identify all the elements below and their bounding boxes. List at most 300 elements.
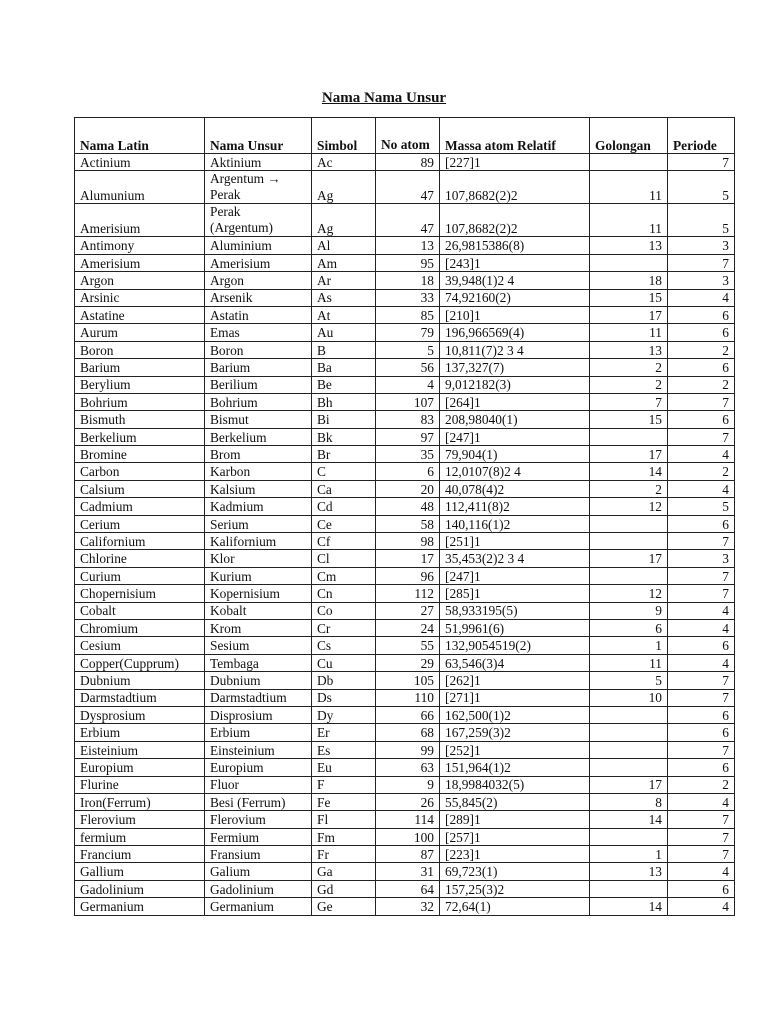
- cell-simbol: Ac: [312, 154, 376, 171]
- cell-no-atom: 107: [376, 393, 440, 410]
- cell-no-atom: 96: [376, 567, 440, 584]
- cell-golongan: 9: [590, 602, 668, 619]
- cell-simbol: Ce: [312, 515, 376, 532]
- cell-massa-atom: 63,546(3)4: [440, 654, 590, 671]
- cell-periode: 7: [668, 533, 735, 550]
- cell-periode: 7: [668, 585, 735, 602]
- cell-massa-atom: [247]1: [440, 567, 590, 584]
- cell-simbol: Ba: [312, 359, 376, 376]
- cell-periode: 6: [668, 359, 735, 376]
- cell-golongan: 11: [590, 204, 668, 237]
- cell-periode: 7: [668, 828, 735, 845]
- cell-massa-atom: 51,9961(6): [440, 619, 590, 636]
- cell-no-atom: 95: [376, 254, 440, 271]
- cell-nama-unsur: Argon: [205, 272, 312, 289]
- cell-simbol: Br: [312, 446, 376, 463]
- cell-nama-unsur: Kalsium: [205, 480, 312, 497]
- cell-golongan: [590, 254, 668, 271]
- cell-simbol: Be: [312, 376, 376, 393]
- cell-nama-latin: Eisteinium: [75, 741, 205, 758]
- cell-no-atom: 100: [376, 828, 440, 845]
- cell-nama-latin: Cadmium: [75, 498, 205, 515]
- cell-nama-unsur: Bohrium: [205, 393, 312, 410]
- table-row: [75, 272, 735, 289]
- cell-massa-atom: 137,327(7): [440, 359, 590, 376]
- cell-massa-atom: [264]1: [440, 393, 590, 410]
- cell-golongan: [590, 154, 668, 171]
- cell-periode: 2: [668, 376, 735, 393]
- cell-nama-latin: Bromine: [75, 446, 205, 463]
- cell-periode: 4: [668, 863, 735, 880]
- cell-nama-unsur: Berkelium: [205, 428, 312, 445]
- cell-simbol: Au: [312, 324, 376, 341]
- cell-massa-atom: 107,8682(2)2: [440, 204, 590, 237]
- table-row: [75, 689, 735, 706]
- table-row: [75, 289, 735, 306]
- table-row: [75, 411, 735, 428]
- table-row: [75, 498, 735, 515]
- table-row: [75, 846, 735, 863]
- table-row: [75, 567, 735, 584]
- cell-massa-atom: 132,9054519(2): [440, 637, 590, 654]
- cell-massa-atom: 39,948(1)2 4: [440, 272, 590, 289]
- table-row: [75, 654, 735, 671]
- cell-periode: 6: [668, 724, 735, 741]
- cell-golongan: 17: [590, 776, 668, 793]
- cell-simbol: F: [312, 776, 376, 793]
- cell-no-atom: 56: [376, 359, 440, 376]
- cell-nama-latin: fermium: [75, 828, 205, 845]
- cell-massa-atom: 196,966569(4): [440, 324, 590, 341]
- cell-simbol: B: [312, 341, 376, 358]
- cell-nama-unsur: Berilium: [205, 376, 312, 393]
- table-row: [75, 793, 735, 810]
- cell-simbol: Ga: [312, 863, 376, 880]
- cell-golongan: [590, 428, 668, 445]
- cell-periode: 4: [668, 654, 735, 671]
- cell-simbol: Bh: [312, 393, 376, 410]
- cell-golongan: 13: [590, 341, 668, 358]
- cell-nama-latin: Carbon: [75, 463, 205, 480]
- cell-golongan: 17: [590, 550, 668, 567]
- cell-massa-atom: [227]1: [440, 154, 590, 171]
- cell-simbol: Cs: [312, 637, 376, 654]
- table-row: [75, 619, 735, 636]
- cell-nama-latin: Bismuth: [75, 411, 205, 428]
- cell-no-atom: 112: [376, 585, 440, 602]
- cell-nama-latin: Iron(Ferrum): [75, 793, 205, 810]
- cell-golongan: 14: [590, 898, 668, 915]
- cell-no-atom: 27: [376, 602, 440, 619]
- cell-periode: 6: [668, 515, 735, 532]
- table-row: [75, 706, 735, 723]
- cell-simbol: As: [312, 289, 376, 306]
- table-row: [75, 446, 735, 463]
- cell-periode: 5: [668, 498, 735, 515]
- cell-nama-unsur: Arsenik: [205, 289, 312, 306]
- cell-simbol: Fm: [312, 828, 376, 845]
- cell-nama-latin: Boron: [75, 341, 205, 358]
- cell-periode: 4: [668, 619, 735, 636]
- cell-nama-latin: Berkelium: [75, 428, 205, 445]
- cell-nama-unsur: Disprosium: [205, 706, 312, 723]
- cell-periode: 3: [668, 237, 735, 254]
- cell-periode: 3: [668, 272, 735, 289]
- cell-golongan: [590, 828, 668, 845]
- table-row: [75, 585, 735, 602]
- cell-simbol: Eu: [312, 759, 376, 776]
- cell-nama-unsur: Europium: [205, 759, 312, 776]
- cell-nama-unsur: Brom: [205, 446, 312, 463]
- cell-massa-atom: 72,64(1): [440, 898, 590, 915]
- table-body: [75, 154, 735, 916]
- cell-massa-atom: 112,411(8)2: [440, 498, 590, 515]
- cell-nama-latin: Alumunium: [75, 171, 205, 204]
- cell-massa-atom: 18,9984032(5): [440, 776, 590, 793]
- cell-periode: 7: [668, 567, 735, 584]
- cell-no-atom: 85: [376, 306, 440, 323]
- cell-golongan: 11: [590, 324, 668, 341]
- table-row: [75, 880, 735, 897]
- cell-periode: 4: [668, 898, 735, 915]
- cell-nama-unsur: Galium: [205, 863, 312, 880]
- cell-nama-latin: Flurine: [75, 776, 205, 793]
- table-row: [75, 204, 735, 237]
- cell-simbol: Fl: [312, 811, 376, 828]
- cell-nama-latin: Cobalt: [75, 602, 205, 619]
- cell-nama-unsur: Einsteinium: [205, 741, 312, 758]
- cell-simbol: Dy: [312, 706, 376, 723]
- cell-simbol: Cf: [312, 533, 376, 550]
- cell-nama-unsur: Fransium: [205, 846, 312, 863]
- table-row: [75, 811, 735, 828]
- cell-simbol: Cm: [312, 567, 376, 584]
- cell-golongan: 6: [590, 619, 668, 636]
- cell-no-atom: 83: [376, 411, 440, 428]
- table-row: [75, 306, 735, 323]
- cell-nama-latin: Dubnium: [75, 672, 205, 689]
- cell-no-atom: 87: [376, 846, 440, 863]
- cell-massa-atom: 74,92160(2): [440, 289, 590, 306]
- cell-simbol: Ds: [312, 689, 376, 706]
- elements-table: [74, 117, 735, 916]
- cell-massa-atom: 208,98040(1): [440, 411, 590, 428]
- cell-nama-unsur: Fluor: [205, 776, 312, 793]
- cell-simbol: Db: [312, 672, 376, 689]
- table-row: [75, 393, 735, 410]
- cell-massa-atom: 55,845(2): [440, 793, 590, 810]
- cell-nama-latin: Curium: [75, 567, 205, 584]
- cell-no-atom: 66: [376, 706, 440, 723]
- table-row: [75, 376, 735, 393]
- cell-simbol: Ge: [312, 898, 376, 915]
- cell-golongan: [590, 706, 668, 723]
- cell-nama-latin: Copper(Cupprum): [75, 654, 205, 671]
- cell-golongan: 10: [590, 689, 668, 706]
- table-row: [75, 341, 735, 358]
- cell-massa-atom: [223]1: [440, 846, 590, 863]
- cell-no-atom: 29: [376, 654, 440, 671]
- cell-no-atom: 89: [376, 154, 440, 171]
- cell-nama-unsur: Astatin: [205, 306, 312, 323]
- cell-golongan: 1: [590, 846, 668, 863]
- cell-nama-latin: Dysprosium: [75, 706, 205, 723]
- cell-golongan: 2: [590, 376, 668, 393]
- cell-nama-latin: Germanium: [75, 898, 205, 915]
- cell-golongan: [590, 880, 668, 897]
- cell-nama-latin: Amerisium: [75, 254, 205, 271]
- cell-simbol: Ag: [312, 204, 376, 237]
- cell-simbol: Er: [312, 724, 376, 741]
- cell-nama-unsur: Erbium: [205, 724, 312, 741]
- cell-no-atom: 114: [376, 811, 440, 828]
- cell-golongan: 14: [590, 811, 668, 828]
- cell-nama-latin: Astatine: [75, 306, 205, 323]
- table-row: [75, 533, 735, 550]
- cell-no-atom: 63: [376, 759, 440, 776]
- table-row: [75, 237, 735, 254]
- cell-periode: 4: [668, 480, 735, 497]
- cell-golongan: 17: [590, 306, 668, 323]
- cell-nama-unsur: Besi (Ferrum): [205, 793, 312, 810]
- page-title: Nama Nama Unsur: [321, 90, 447, 106]
- cell-periode: 7: [668, 154, 735, 171]
- cell-golongan: 2: [590, 359, 668, 376]
- cell-nama-latin: Gallium: [75, 863, 205, 880]
- cell-massa-atom: [252]1: [440, 741, 590, 758]
- cell-simbol: Cn: [312, 585, 376, 602]
- cell-golongan: 15: [590, 289, 668, 306]
- cell-golongan: 1: [590, 637, 668, 654]
- cell-periode: 7: [668, 846, 735, 863]
- cell-no-atom: 33: [376, 289, 440, 306]
- cell-massa-atom: 58,933195(5): [440, 602, 590, 619]
- cell-golongan: [590, 724, 668, 741]
- table-row: [75, 637, 735, 654]
- cell-nama-unsur: Tembaga: [205, 654, 312, 671]
- cell-nama-unsur: Bismut: [205, 411, 312, 428]
- cell-nama-latin: Cesium: [75, 637, 205, 654]
- cell-no-atom: 5: [376, 341, 440, 358]
- cell-massa-atom: 10,811(7)2 3 4: [440, 341, 590, 358]
- cell-simbol: Cr: [312, 619, 376, 636]
- cell-no-atom: 58: [376, 515, 440, 532]
- cell-nama-unsur: Emas: [205, 324, 312, 341]
- cell-simbol: Gd: [312, 880, 376, 897]
- cell-periode: 5: [668, 204, 735, 237]
- cell-no-atom: 17: [376, 550, 440, 567]
- column-header-nama-unsur: Nama Unsur: [205, 118, 312, 154]
- table-row: [75, 550, 735, 567]
- cell-periode: 7: [668, 689, 735, 706]
- cell-no-atom: 48: [376, 498, 440, 515]
- cell-periode: 7: [668, 811, 735, 828]
- cell-massa-atom: 107,8682(2)2: [440, 171, 590, 204]
- cell-no-atom: 20: [376, 480, 440, 497]
- cell-massa-atom: [257]1: [440, 828, 590, 845]
- cell-nama-unsur: Kopernisium: [205, 585, 312, 602]
- table-row: [75, 863, 735, 880]
- cell-golongan: 11: [590, 654, 668, 671]
- cell-simbol: Es: [312, 741, 376, 758]
- cell-simbol: Ca: [312, 480, 376, 497]
- cell-nama-unsur: Aktinium: [205, 154, 312, 171]
- cell-periode: 6: [668, 706, 735, 723]
- cell-nama-unsur: Gadolinium: [205, 880, 312, 897]
- cell-nama-latin: Chlorine: [75, 550, 205, 567]
- cell-massa-atom: 12,0107(8)2 4: [440, 463, 590, 480]
- cell-golongan: [590, 533, 668, 550]
- cell-no-atom: 97: [376, 428, 440, 445]
- cell-golongan: 12: [590, 498, 668, 515]
- cell-nama-latin: Barium: [75, 359, 205, 376]
- cell-nama-latin: Berylium: [75, 376, 205, 393]
- cell-no-atom: 47: [376, 171, 440, 204]
- cell-no-atom: 55: [376, 637, 440, 654]
- cell-periode: 7: [668, 393, 735, 410]
- cell-nama-unsur: Karbon: [205, 463, 312, 480]
- table-row: [75, 515, 735, 532]
- cell-massa-atom: [210]1: [440, 306, 590, 323]
- table-row: [75, 724, 735, 741]
- cell-periode: 4: [668, 793, 735, 810]
- cell-nama-latin: Cerium: [75, 515, 205, 532]
- column-header-golongan: Golongan: [590, 118, 668, 154]
- cell-periode: 7: [668, 741, 735, 758]
- cell-nama-unsur: Boron: [205, 341, 312, 358]
- cell-golongan: [590, 515, 668, 532]
- cell-no-atom: 35: [376, 446, 440, 463]
- table-row: [75, 463, 735, 480]
- table-row: [75, 828, 735, 845]
- cell-simbol: Bk: [312, 428, 376, 445]
- cell-massa-atom: 79,904(1): [440, 446, 590, 463]
- cell-nama-unsur: Germanium: [205, 898, 312, 915]
- cell-periode: 4: [668, 446, 735, 463]
- cell-golongan: [590, 567, 668, 584]
- cell-golongan: 14: [590, 463, 668, 480]
- cell-periode: 5: [668, 171, 735, 204]
- cell-periode: 2: [668, 463, 735, 480]
- cell-no-atom: 4: [376, 376, 440, 393]
- table-row: [75, 759, 735, 776]
- table-header-row: [75, 118, 735, 154]
- cell-simbol: C: [312, 463, 376, 480]
- cell-nama-latin: Bohrium: [75, 393, 205, 410]
- table-row: [75, 359, 735, 376]
- cell-simbol: Ag: [312, 171, 376, 204]
- column-header-nama-latin: Nama Latin: [75, 118, 205, 154]
- cell-periode: 6: [668, 324, 735, 341]
- cell-no-atom: 64: [376, 880, 440, 897]
- cell-no-atom: 6: [376, 463, 440, 480]
- table-row: [75, 324, 735, 341]
- cell-nama-latin: Calsium: [75, 480, 205, 497]
- cell-golongan: 11: [590, 171, 668, 204]
- cell-simbol: Fe: [312, 793, 376, 810]
- cell-simbol: Al: [312, 237, 376, 254]
- cell-no-atom: 32: [376, 898, 440, 915]
- cell-simbol: At: [312, 306, 376, 323]
- cell-golongan: 18: [590, 272, 668, 289]
- cell-no-atom: 110: [376, 689, 440, 706]
- cell-nama-unsur: Kalifornium: [205, 533, 312, 550]
- cell-massa-atom: 9,012182(3): [440, 376, 590, 393]
- cell-massa-atom: 69,723(1): [440, 863, 590, 880]
- cell-nama-latin: Chromium: [75, 619, 205, 636]
- cell-nama-latin: Arsinic: [75, 289, 205, 306]
- cell-nama-latin: Antimony: [75, 237, 205, 254]
- cell-golongan: 5: [590, 672, 668, 689]
- cell-nama-unsur: Barium: [205, 359, 312, 376]
- cell-massa-atom: 26,9815386(8): [440, 237, 590, 254]
- table-row: [75, 602, 735, 619]
- cell-periode: 6: [668, 637, 735, 654]
- cell-simbol: Fr: [312, 846, 376, 863]
- cell-periode: 6: [668, 759, 735, 776]
- cell-nama-latin: Californium: [75, 533, 205, 550]
- cell-golongan: 2: [590, 480, 668, 497]
- cell-nama-unsur: Perak (Argentum): [205, 204, 312, 237]
- cell-golongan: 13: [590, 237, 668, 254]
- cell-nama-latin: Actinium: [75, 154, 205, 171]
- cell-nama-unsur: Kobalt: [205, 602, 312, 619]
- column-header-massa-atom: Massa atom Relatif: [440, 118, 590, 154]
- cell-simbol: Cl: [312, 550, 376, 567]
- cell-nama-unsur: Fermium: [205, 828, 312, 845]
- cell-massa-atom: 167,259(3)2: [440, 724, 590, 741]
- cell-no-atom: 13: [376, 237, 440, 254]
- cell-golongan: 13: [590, 863, 668, 880]
- cell-nama-unsur: Argentum → Perak: [205, 171, 312, 204]
- cell-massa-atom: 162,500(1)2: [440, 706, 590, 723]
- column-header-periode: Periode: [668, 118, 735, 154]
- cell-no-atom: 18: [376, 272, 440, 289]
- cell-nama-unsur: Aluminium: [205, 237, 312, 254]
- cell-massa-atom: 151,964(1)2: [440, 759, 590, 776]
- cell-nama-latin: Francium: [75, 846, 205, 863]
- cell-periode: 4: [668, 602, 735, 619]
- cell-simbol: Co: [312, 602, 376, 619]
- cell-periode: 7: [668, 672, 735, 689]
- cell-simbol: Ar: [312, 272, 376, 289]
- cell-nama-unsur: Amerisium: [205, 254, 312, 271]
- cell-no-atom: 79: [376, 324, 440, 341]
- cell-golongan: 8: [590, 793, 668, 810]
- cell-nama-latin: Aurum: [75, 324, 205, 341]
- cell-massa-atom: 35,453(2)2 3 4: [440, 550, 590, 567]
- cell-periode: 2: [668, 776, 735, 793]
- cell-golongan: 17: [590, 446, 668, 463]
- cell-nama-latin: Chopernisium: [75, 585, 205, 602]
- cell-nama-latin: Argon: [75, 272, 205, 289]
- table-row: [75, 154, 735, 171]
- cell-golongan: [590, 759, 668, 776]
- cell-no-atom: 98: [376, 533, 440, 550]
- cell-nama-latin: Flerovium: [75, 811, 205, 828]
- cell-massa-atom: [247]1: [440, 428, 590, 445]
- cell-simbol: Cu: [312, 654, 376, 671]
- cell-massa-atom: [285]1: [440, 585, 590, 602]
- cell-massa-atom: 157,25(3)2: [440, 880, 590, 897]
- cell-no-atom: 99: [376, 741, 440, 758]
- table-row: [75, 428, 735, 445]
- cell-massa-atom: [289]1: [440, 811, 590, 828]
- cell-golongan: 7: [590, 393, 668, 410]
- cell-nama-latin: Europium: [75, 759, 205, 776]
- cell-nama-unsur: Krom: [205, 619, 312, 636]
- cell-nama-unsur: Dubnium: [205, 672, 312, 689]
